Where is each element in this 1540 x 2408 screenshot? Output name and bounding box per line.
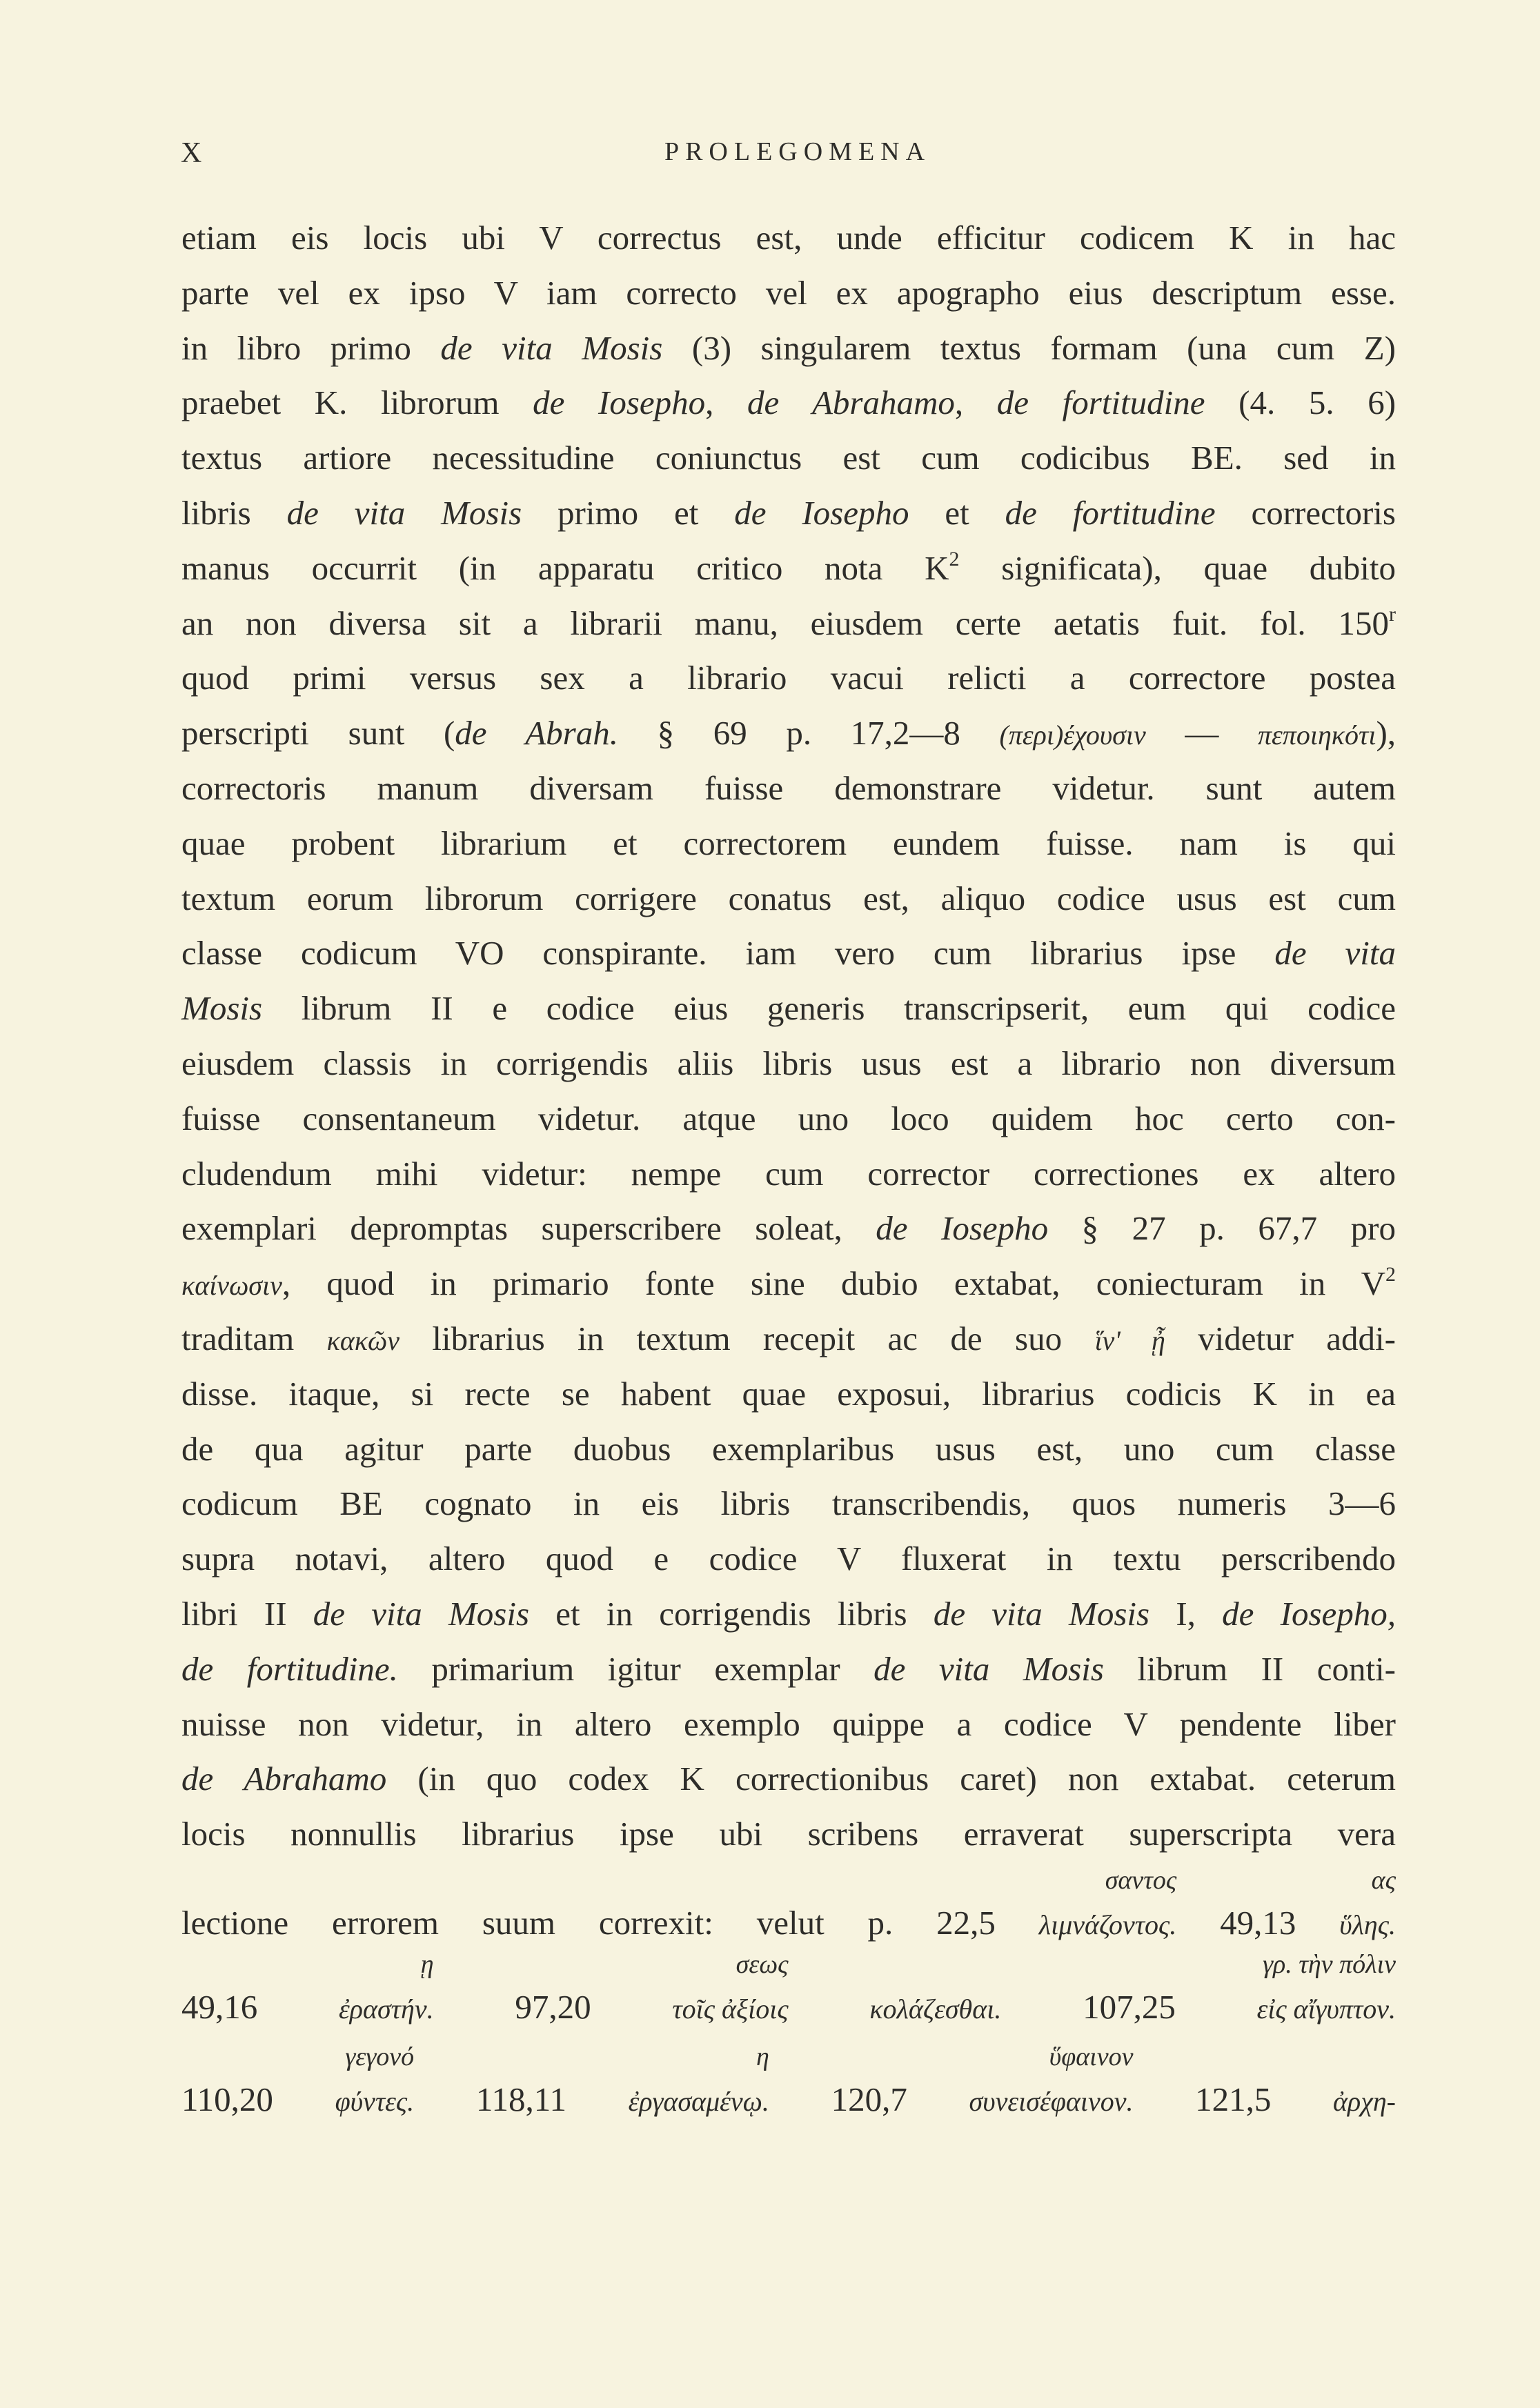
- text-line: [181, 486, 1396, 541]
- text-run: fuisse consentaneum videtur. atque uno loco quidem hoc certo con-: [181, 1099, 1396, 1137]
- italic-title: de fortitudine: [996, 384, 1205, 422]
- text-run: eiusdem classis in corrigendis aliis libris usus est a librario non diversum: [181, 1044, 1396, 1082]
- text-run: in libro primo: [181, 328, 441, 367]
- text-run: de qua agitur parte duobus exemplaribus usus est, uno cum classe: [181, 1429, 1396, 1468]
- text-run: 121,5: [1133, 2080, 1334, 2118]
- interlinear-correction: σαντος: [1105, 1866, 1177, 1895]
- text-run: an non diversa sit a librarii manu, eiusdem certe aetatis fuit. fol. 150: [181, 604, 1389, 642]
- interlinear-correction: ῃ: [420, 1950, 434, 1979]
- text-run: textum eorum librorum corrigere conatus est, aliquo codice usus est cum: [181, 879, 1396, 917]
- text-run: videtur addi-: [1165, 1320, 1396, 1357]
- text-run: —: [1145, 714, 1258, 753]
- italic-title: de Abrah.: [455, 714, 618, 753]
- text-line: [181, 1422, 1396, 1477]
- text-line: [181, 541, 1396, 596]
- text-line: [181, 1531, 1396, 1586]
- greek-word: (περι)έχουσιν: [999, 719, 1146, 751]
- text-run: textus artiore necessitudine coniunctus est cum codicibus BE. sed in: [181, 439, 1396, 477]
- text-run: traditam: [181, 1320, 327, 1357]
- text-line: [181, 1036, 1396, 1091]
- greek-word: κολάζεσθαι.: [869, 1993, 1002, 2024]
- text-run: (4. 5. 6): [1205, 384, 1396, 422]
- glossed-word: [1256, 1950, 1396, 2037]
- text-run: primo et: [522, 494, 735, 532]
- text-line: [181, 1256, 1396, 1311]
- glossed-word: [1339, 1866, 1396, 1953]
- text-run: (3) singularem textus formam (una cum Z): [662, 328, 1396, 367]
- text-run: § 69 p. 17,2—8: [618, 714, 1000, 753]
- text-run: cludendum mihi videtur: nempe cum corrector correctiones ex altero: [181, 1154, 1396, 1193]
- text-run: [789, 1988, 870, 2026]
- text-line: [181, 1642, 1396, 1697]
- glossed-word: [335, 2042, 415, 2129]
- italic-title: de Abrahamo: [747, 384, 955, 422]
- italic-title: de vita Mosis: [313, 1595, 530, 1633]
- text-line: [181, 1311, 1396, 1366]
- text-run: quod primi versus sex a librario vacui relicti a correctore postea: [181, 659, 1396, 697]
- text-run: classe codicum VO conspirante. iam vero cum librarius ipse: [181, 934, 1275, 973]
- greek-word: συνεισέφαινον.: [969, 2086, 1134, 2117]
- italic-title: de Iosepho: [734, 494, 909, 532]
- text-line: [181, 650, 1396, 706]
- page-number: X: [181, 137, 202, 169]
- text-run: ),: [1376, 714, 1396, 753]
- text-line: [181, 266, 1396, 321]
- italic-title: de Iosepho,: [1222, 1595, 1396, 1633]
- text-line: [181, 1586, 1396, 1642]
- text-run: et in corrigendis libris: [529, 1595, 934, 1633]
- glossed-word: [339, 1950, 434, 2037]
- glossed-word: [969, 2042, 1134, 2129]
- greek-word: κακῶν: [326, 1325, 400, 1356]
- superscript: 2: [1385, 1263, 1396, 1286]
- text-run: manus occurrit (in apparatu critico nota K: [181, 548, 949, 587]
- text-line: [181, 1866, 1396, 1951]
- italic-title: de Iosepho: [533, 384, 706, 422]
- text-run: etiam eis locis ubi V correctus est, unde efficitur codicem K in hac: [181, 219, 1396, 257]
- text-line: [181, 706, 1396, 761]
- text-run: locis nonnullis librarius ipse ubi scribens erraverat superscripta vera: [181, 1815, 1396, 1853]
- text-line: [181, 871, 1396, 926]
- interlinear-correction: η: [756, 2042, 769, 2071]
- text-line: [181, 2042, 1396, 2127]
- text-run: disse. itaque, si recte se habent quae exposui, librarius codicis K in ea: [181, 1374, 1396, 1413]
- text-run: quae probent librarium et correctorem eundem fuisse. nam is qui: [181, 824, 1396, 862]
- text-line: [181, 430, 1396, 486]
- glossed-word: [672, 1950, 789, 2037]
- italic-title: de fortitudine.: [181, 1649, 398, 1688]
- text-run: correctoris: [1215, 494, 1396, 532]
- interlinear-correction: ας: [1371, 1866, 1396, 1895]
- text-run: 49,16: [181, 1988, 339, 2026]
- text-line: [181, 375, 1396, 430]
- text-line: [181, 926, 1396, 981]
- text-line: [181, 761, 1396, 816]
- italic-title: de fortitudine: [1005, 494, 1216, 532]
- text-run: libri II: [181, 1595, 313, 1633]
- text-line: [181, 1751, 1396, 1807]
- text-run: librum II e codice eius generis transcripserit, eum qui codice: [262, 989, 1396, 1028]
- text-run: exemplari depromptas superscribere soleat,: [181, 1209, 876, 1248]
- text-line: [181, 1201, 1396, 1256]
- running-header: PROLEGOMENA: [664, 137, 931, 166]
- text-line: [181, 596, 1396, 651]
- interlinear-correction: σεως: [736, 1950, 789, 1979]
- text-run: codicum BE cognato in eis libris transcribendis, quos numeris 3—6: [181, 1484, 1396, 1523]
- greek-word: φύντες.: [335, 2086, 415, 2117]
- text-run: correctoris manum diversam fuisse demonstrare videtur. sunt autem: [181, 769, 1396, 807]
- glossed-word: [1038, 1866, 1177, 1953]
- greek-word: ἐργασαμένῳ.: [628, 2086, 769, 2117]
- text-run: supra notavi, altero quod e codice V fluxerat in textu perscribendo: [181, 1540, 1396, 1578]
- text-line: [181, 321, 1396, 376]
- italic-title: de vita Mosis: [873, 1649, 1104, 1688]
- text-line: [181, 816, 1396, 871]
- greek-word: καίνωσιν: [181, 1270, 282, 1302]
- italic-title: Mosis: [181, 989, 263, 1028]
- italic-title: de Abrahamo: [181, 1760, 387, 1798]
- text-run: primarium igitur exemplar: [397, 1649, 874, 1688]
- text-run: perscripti sunt (: [181, 714, 455, 753]
- text-run: ,: [954, 384, 997, 422]
- text-run: praebet K. librorum: [181, 384, 533, 422]
- italic-title: de vita Mosis: [440, 328, 663, 367]
- text-run: librarius in textum recepit ac de suo: [399, 1320, 1095, 1357]
- text-run: et: [909, 494, 1005, 532]
- text-line: [181, 1091, 1396, 1146]
- text-run: 49,13: [1176, 1904, 1340, 1942]
- text-run: 118,11: [414, 2080, 629, 2118]
- text-run: ,: [705, 384, 748, 422]
- italic-title: de vita Mosis: [286, 494, 522, 532]
- text-line: [181, 1950, 1396, 2035]
- greek-word: ἵν' ᾖ: [1094, 1325, 1165, 1356]
- text-line: [181, 1476, 1396, 1531]
- text-run: (in quo codex K correctionibus caret) non extabat. ceterum: [386, 1760, 1396, 1798]
- interlinear-correction: ὕφαινον: [1049, 2042, 1134, 2071]
- italic-title: de vita Mosis: [933, 1595, 1150, 1633]
- text-run: 97,20: [433, 1988, 673, 2026]
- greek-word: ἀρχη-: [1333, 2086, 1396, 2117]
- greek-word: τοῖς ἀξίοις: [672, 1993, 789, 2024]
- text-run: I,: [1149, 1595, 1223, 1633]
- greek-word: ὕλης.: [1339, 1909, 1396, 1940]
- text-run: nuisse non videtur, in altero exemplo quippe a codice V pendente liber: [181, 1704, 1396, 1743]
- text-line: [181, 1366, 1396, 1422]
- text-run: significata), quae dubito: [959, 548, 1396, 587]
- italic-title: de Iosepho: [876, 1209, 1049, 1248]
- text-line: [181, 1146, 1396, 1202]
- text-run: , quod in primario fonte sine dubio extabat, coniecturam in V: [282, 1264, 1385, 1303]
- text-run: librum II conti-: [1103, 1649, 1396, 1688]
- text-run: lectione errorem suum correxit: velut p. 22,5: [181, 1904, 1039, 1942]
- text-run: parte vel ex ipso V iam correcto vel ex apographo eius descriptum esse.: [181, 273, 1396, 312]
- superscript: r: [1389, 602, 1396, 626]
- text-run: 120,7: [769, 2080, 969, 2118]
- glossed-word: [628, 2042, 769, 2129]
- text-run: 110,20: [181, 2080, 335, 2118]
- text-run: § 27 p. 67,7 pro: [1048, 1209, 1396, 1248]
- interlinear-correction: γρ. τὴν πόλιν: [1263, 1950, 1396, 1979]
- greek-word: λιμνάζοντος.: [1038, 1909, 1177, 1940]
- greek-word: εἰς αἴγυπτον.: [1256, 1993, 1396, 2024]
- text-line: [181, 1697, 1396, 1752]
- superscript: 2: [949, 547, 960, 570]
- greek-word: ἐραστήν.: [339, 1993, 434, 2024]
- text-run: libris: [181, 494, 287, 532]
- text-run: 107,25: [1001, 1988, 1257, 2026]
- greek-word: πεποιηκότι: [1258, 719, 1376, 751]
- text-line: [181, 981, 1396, 1036]
- interlinear-correction: γεγονό: [345, 2042, 415, 2071]
- text-line: [181, 210, 1396, 266]
- text-line: [181, 1807, 1396, 1862]
- italic-title: de vita: [1274, 934, 1396, 973]
